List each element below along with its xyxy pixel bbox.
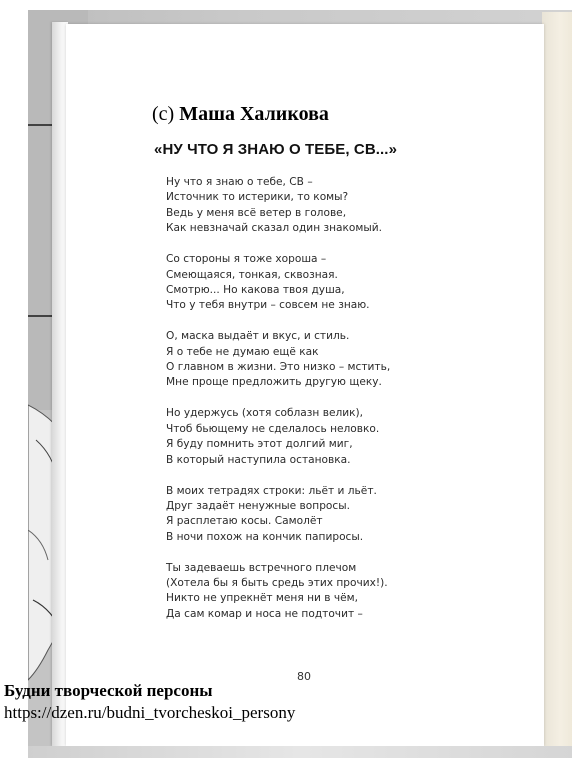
poem-body [166,175,390,638]
poem-line: Я буду помнить этот долгий миг, [166,438,353,451]
poem-line: Чтоб бьющему не сделалось неловко. [166,422,380,435]
poem-line: О главном в жизни. Это низко – мстить, [166,361,391,374]
book-bottom-edge [28,746,572,758]
channel-url[interactable]: https://dzen.ru/budni_tvorcheskoi_persony [4,703,296,722]
poem-line: Никто не упрекнёт меня ни в чём, [166,592,359,605]
poem-line: В который наступила остановка. [166,453,351,466]
poem-line: В моих тетрадях строки: льёт и льёт. [166,484,377,497]
stanza-6 [166,561,390,623]
stanza-5 [166,484,390,546]
poem-line: Как невзначай сказал один знакомый. [166,222,383,235]
poem-line: В ночи похож на кончик папиросы. [166,530,364,543]
poem-line: О, маска выдаёт и вкус, и стиль. [166,330,350,343]
poem-line: Источник то истерики, то комы? [166,191,349,204]
channel-title: Будни творческой персоны [4,681,213,700]
poem-title: «НУ ЧТО Я ЗНАЮ О ТЕБЕ, СВ...» [154,141,398,158]
poem-line: Смотрю... Но какова твоя душа, [166,283,345,296]
page-number: 80 [297,670,311,683]
poem-line: Я расплетаю косы. Самолёт [166,515,323,528]
poem-line: Ну что я знаю о тебе, СВ – [166,176,313,188]
poem-line: (Хотела бы я быть средь этих прочих!). [166,577,388,590]
poem-line: Я о тебе не думаю ещё как [166,345,319,358]
poem-line: Друг задаёт ненужные вопросы. [166,499,350,512]
poem-line: Мне проще предложить другую щеку. [166,376,382,389]
copyright-prefix: (с) [152,103,175,125]
stanza-1 [166,175,390,237]
poem-line: Ты задеваешь встречного плечом [166,561,357,574]
stanza-3 [166,329,390,391]
poem-line: Но удержусь (хотя соблазн велик), [166,407,364,420]
book-edge [542,12,572,752]
poem-line: Что у тебя внутри – совсем не знаю. [166,299,370,312]
stanza-2 [166,252,390,314]
poem-line: Ведь у меня всё ветер в голове, [166,206,347,219]
poem-line: Смеющаяся, тонкая, сквозная. [166,268,338,281]
author-credit [152,103,329,126]
poem-line: Со стороны я тоже хороша – [166,253,327,266]
author-name: Маша Халикова [179,103,329,125]
stanza-4 [166,406,390,468]
poem-line: Да сам комар и носа не подточит – [166,607,363,620]
